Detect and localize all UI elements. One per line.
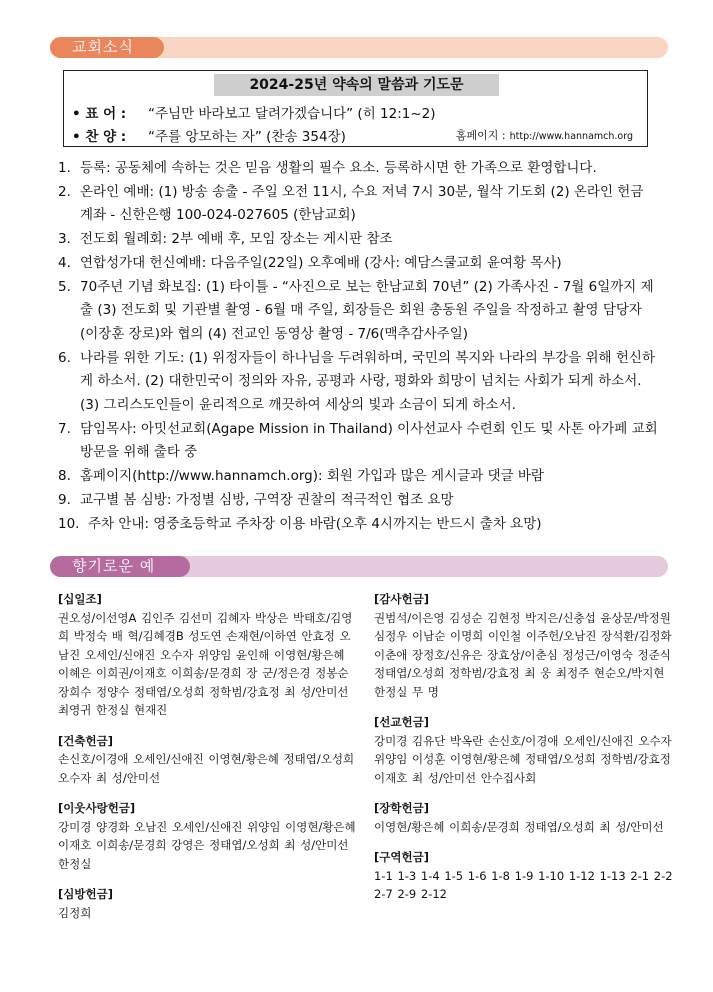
offering-names: 1-1 1-3 1-4 1-5 1-6 1-8 1-9 1-10 1-12 1-13 2-1 2-2 2-7 2-9 2-12 (374, 868, 673, 901)
offering-tithe (58, 590, 358, 720)
news-list (58, 157, 658, 536)
news-item-number: 1. (58, 160, 71, 176)
offering-title: [감사헌금] (374, 592, 429, 606)
offering-names: 권오성/이선영A 김인주 김선미 김혜자 박상은 박태호/김영희 박정숙 배 혁/김혜경B 성도연 손재현/이하연 안효정 오남진 오세인/신애진 오수자 위양임 윤인해 이영현/황은혜 이혜은 이희권/이재호 이희송/문경희 장 군/정은경 정봉순 장희수 정양수 정태엽/오성희 정학범/강효정 최 성/안미선 최영귀 한정실 현재진 (58, 610, 353, 717)
news-item-text: 등록: 공동체에 속하는 것은 믿음 생활의 필수 요소. 등록하시면 한 가족으로 환영합니다. (80, 160, 597, 176)
verse-box-title: 2024-25년 약속의 말씀과 기도문 (214, 74, 499, 96)
motto-value: “주님만 바라보고 달려가겠습니다” (히 12:1~2) (148, 106, 436, 122)
news-item-number: 9. (58, 491, 71, 508)
news-item-text: 전도회 월례회: 2부 예배 후, 모임 장소는 게시판 참조 (80, 231, 393, 248)
verse-box (63, 70, 648, 147)
news-item-number: 7. (58, 420, 71, 437)
news-item-text: 교구별 봄 심방: 가정별 심방, 구역장 권찰의 적극적인 협조 요망 (80, 491, 454, 508)
motto-row (72, 102, 436, 122)
offering-title: [구역헌금] (374, 850, 429, 864)
offering-mission (374, 713, 674, 787)
offering-thanksgiving (374, 590, 674, 701)
homepage-label: 홈페이지 : (455, 129, 506, 142)
news-item-text: 나라를 위한 기도: (1) 위정자들이 하나님을 두려워하며, 국민의 복지와 나라의 부강을 위해 헌신하게 하소서. (2) 대한민국이 정의와 자유, 공평과 사랑, 평화와 희망이 넘치는 사회가 되게 하소서. (3) 그리스도인들이 윤리적으로 깨끗하여 세상의 빛과 소금이 되게 하소서. (80, 349, 656, 414)
homepage-url[interactable]: http://www.hannamch.org (509, 131, 633, 142)
news-item (58, 252, 658, 276)
offering-title: [장학헌금] (374, 801, 429, 815)
news-item-text: 연합성가대 헌신예배: 다음주일(22일) 오후예배 (강사: 예담스쿨교회 윤여황 목사) (80, 254, 562, 271)
news-item-text: 담임목사: 아밋선교회(Agape Mission in Thailand) 이사선교사 수련회 인도 및 사톤 아가페 교회 방문을 위해 출타 중 (80, 420, 658, 461)
hymn-value: “주를 앙모하는 자” (찬송 354장) (148, 129, 346, 145)
news-section-title: 교회소식 (50, 37, 164, 58)
offering-names: 강미경 양경화 오남진 오세인/신애진 위양임 이영현/황은혜 이재호 이희송/문경희 강영은 정태엽/오성희 최 성/안미선 한정실 (58, 819, 356, 871)
offerings-left-column (58, 590, 358, 934)
news-item (58, 489, 658, 513)
offering-names: 강미경 김유단 박옥란 손신호/이경애 오세인/신애진 오수자 위양임 이성훈 이영현/황은혜 정태엽/오성희 정학범/강효정 이재호 최 성/안미선 안수집사회 (374, 733, 672, 785)
offering-neighbor-love (58, 799, 358, 873)
news-item-number: 5. (58, 278, 71, 295)
news-item-number: 4. (58, 254, 71, 271)
offering-names: 김정희 (58, 905, 92, 920)
offering-title: [이웃사랑헌금] (58, 801, 136, 815)
hymn-row (72, 125, 346, 145)
news-item (58, 228, 658, 252)
offering-names: 이영현/황은혜 이희송/문경희 정태엽/오성희 최 성/안미선 (374, 819, 664, 834)
offering-scholarship (374, 799, 674, 836)
offering-building (58, 732, 358, 788)
news-item (58, 418, 658, 465)
offering-title: [건축헌금] (58, 733, 113, 748)
news-section-bar (50, 37, 668, 58)
news-item-number: 3. (58, 231, 71, 248)
offerings-section-title: 향기로운 예물 (50, 556, 190, 577)
news-item-number: 6. (58, 349, 71, 366)
news-item-number: 8. (58, 468, 71, 485)
offering-names: 권범석/이은영 김성순 김현정 박지은/신충섭 윤상문/박정원 심정우 이남순 이명희 이인철 이주헌/오남진 장석환/김정화 이춘애 장정호/신유은 장효상/이춘심 정성근/이영숙 정준식 정태엽/오성희 정학범/강효정 최 웅 최정주 현순오/박지현 한정실 무 명 (374, 610, 672, 699)
offering-title: [십일조] (58, 592, 102, 606)
news-item (58, 181, 658, 228)
news-item (58, 465, 658, 489)
hymn-label: • 찬 양 : (72, 129, 127, 145)
news-item (58, 157, 658, 181)
news-item (58, 513, 658, 537)
news-item-number: 2. (58, 183, 71, 200)
news-item (58, 347, 658, 418)
homepage (456, 127, 633, 143)
news-item (58, 276, 658, 347)
offering-names: 손신호/이경애 오세인/신애진 이영현/황은혜 정태엽/오성희 오수자 최 성/안미선 (58, 752, 355, 785)
news-item-text: 홈페이지(http://www.hannamch.org): 회원 가입과 많은 게시글과 댓글 바람 (80, 468, 544, 485)
offerings-right-column (374, 590, 674, 916)
news-item-text: 주차 안내: 영중초등학교 주차장 이용 바람(오후 4시까지는 반드시 출차 요망) (88, 515, 542, 532)
offerings-section-bar (50, 556, 668, 596)
offering-title: [선교헌금] (374, 715, 429, 729)
offering-district (374, 848, 674, 904)
offering-visitation (58, 885, 358, 922)
offering-title: [심방헌금] (58, 887, 113, 901)
news-item-text: 70주년 기념 화보집: (1) 타이틀 - “사진으로 보는 한남교회 70년” (2) 가족사진 - 7월 6일까지 제출 (3) 전도회 및 기관별 촬영 - 6월 매 주일, 회장들은 회원 총동원 주일을 작정하고 촬영 담당자(이장훈 장로)와 협의 (4) 전교인 동영상 촬영 - 7/6(맥추감사주일) (80, 278, 654, 342)
news-item-number: 10. (58, 515, 80, 532)
news-item-text: 온라인 예배: (1) 방송 송출 - 주일 오전 11시, 수요 저녁 7시 30분, 월삭 기도회 (2) 온라인 헌금 계좌 - 신한은행 100-024-027605 (한남교회) (80, 183, 644, 224)
motto-label: • 표 어 : (72, 106, 127, 122)
